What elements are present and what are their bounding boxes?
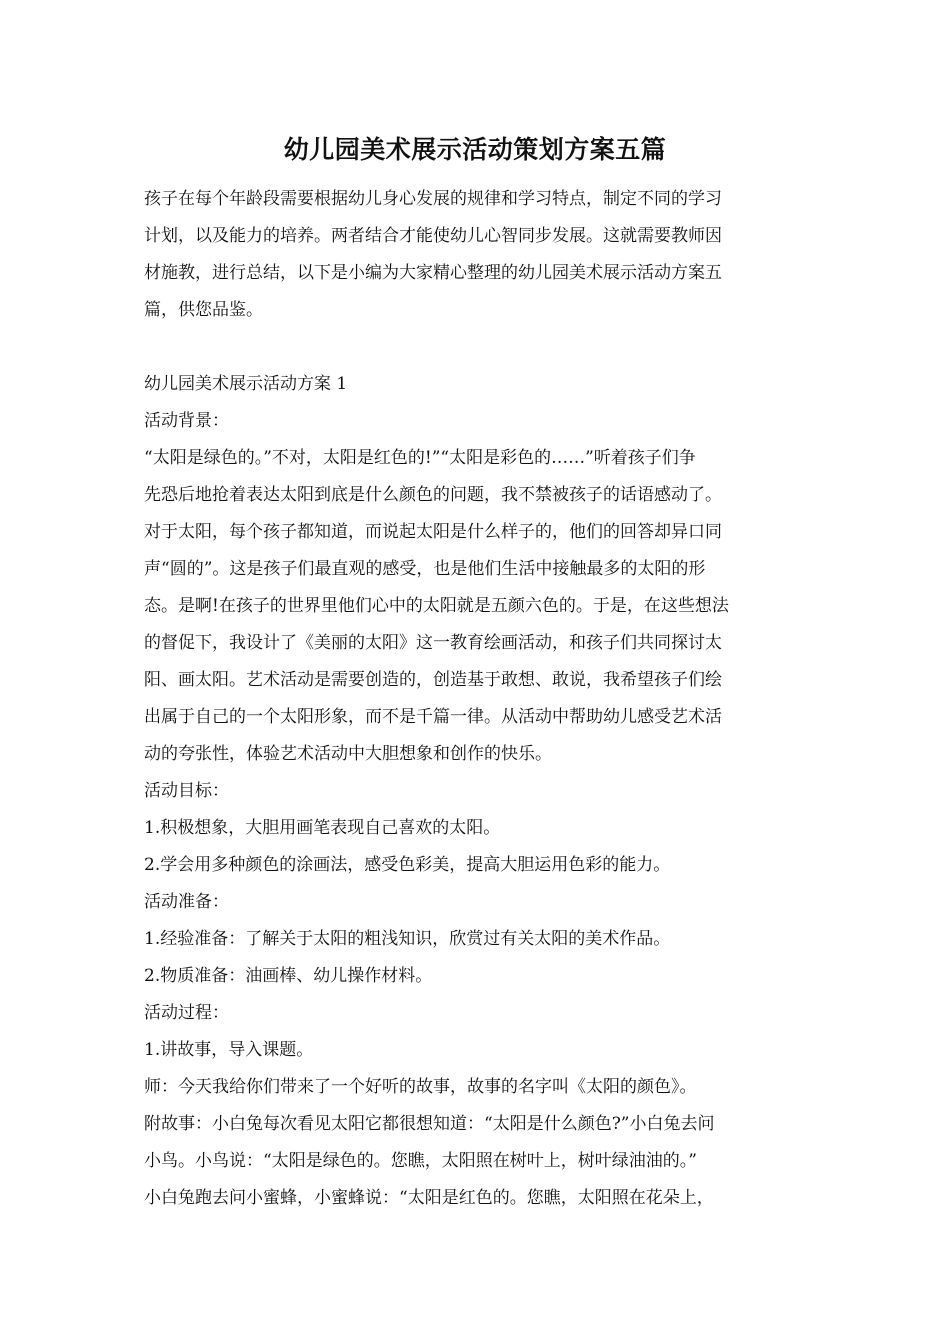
background-line: 出属于自己的一个太阳形象，而不是千篇一律。从活动中帮助幼儿感受艺术活 [144,707,722,727]
background-line: 声“圆的”。这是孩子们最直观的感受，也是他们生活中接触最多的太阳的形 [144,559,706,579]
process-item: 1.讲故事，导入课题。 [144,1040,314,1060]
section-heading: 幼儿园美术展示活动方案 1 [144,374,348,394]
prep-heading: 活动准备： [144,892,229,912]
background-line: “太阳是绿色的。”不对，太阳是红色的!”“太阳是彩色的……”听着孩子们争 [144,448,696,468]
intro-line: 计划，以及能力的培养。两者结合才能使幼儿心智同步发展。这就需要教师因 [144,226,722,246]
goals-heading: 活动目标： [144,781,229,801]
story-line: 小白兔跑去问小蜜蜂，小蜜蜂说：“太阳是红色的。您瞧，太阳照在花朵上， [144,1188,714,1208]
goal-item: 1.积极想象，大胆用画笔表现自己喜欢的太阳。 [144,818,501,838]
story-line: 小鸟。小鸟说：“太阳是绿色的。您瞧，太阳照在树叶上，树叶绿油油的。” [144,1151,697,1171]
background-line: 态。是啊!在孩子的世界里他们心中的太阳就是五颜六色的。于是，在这些想法 [144,596,729,616]
intro-line: 篇，供您品鉴。 [144,300,263,320]
prep-item: 2.物质准备：油画棒、幼儿操作材料。 [144,966,433,986]
teacher-line: 师：今天我给你们带来了一个好听的故事，故事的名字叫《太阳的颜色》。 [144,1077,697,1097]
story-paragraph [144,1106,809,1217]
document-title: 幼儿园美术展示活动策划方案五篇 [283,135,667,164]
background-line: 动的夸张性，体验艺术活动中大胆想象和创作的快乐。 [144,744,552,764]
intro-paragraph [144,181,809,329]
intro-line: 材施教，进行总结，以下是小编为大家精心整理的幼儿园美术展示活动方案五 [144,263,722,283]
intro-line: 孩子在每个年龄段需要根据幼儿身心发展的规律和学习特点，制定不同的学习 [144,189,722,209]
process-heading: 活动过程： [144,1003,229,1023]
background-line: 对于太阳，每个孩子都知道，而说起太阳是什么样子的，他们的回答却异口同 [144,522,722,542]
prep-item: 1.经验准备：了解关于太阳的粗浅知识，欣赏过有关太阳的美术作品。 [144,929,671,949]
background-line: 的督促下，我设计了《美丽的太阳》这一教育绘画活动，和孩子们共同探讨太 [144,633,722,653]
background-paragraph [144,440,809,773]
story-line: 附故事：小白兔每次看见太阳它都很想知道：“太阳是什么颜色?”小白兔去问 [144,1114,715,1134]
paragraph-gap [144,329,809,366]
document-body [144,181,809,1217]
background-heading: 活动背景： [144,411,229,431]
goal-item: 2.学会用多种颜色的涂画法，感受色彩美，提高大胆运用色彩的能力。 [144,855,671,875]
background-line: 阳、画太阳。艺术活动是需要创造的，创造基于敢想、敢说，我希望孩子们绘 [144,670,722,690]
background-line: 先恐后地抢着表达太阳到底是什么颜色的问题，我不禁被孩子的话语感动了。 [144,485,722,505]
